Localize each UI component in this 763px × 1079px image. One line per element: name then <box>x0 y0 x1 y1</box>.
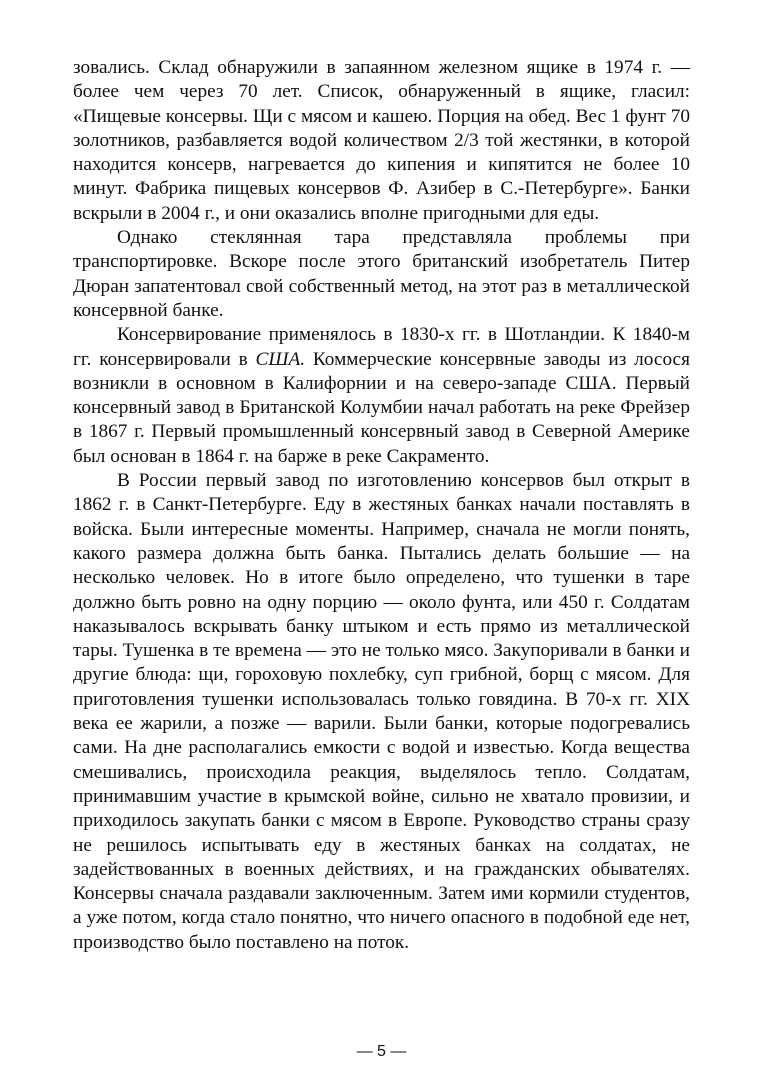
page-body <box>73 56 690 955</box>
paragraph-2: Однако стеклянная тара представляла проблемы при транспортировке. Вскоре после этого британский изобретатель Питер Дюран запатентовал свой собственный метод, на этот раз в металлической консервной банке. <box>73 227 690 321</box>
usa-emphasis: США. <box>255 348 306 370</box>
paragraph-3-part-1: Консервирование применялось в 1830-х гг. в Шотландии. К 1840-м гг. консервировали в <box>73 324 690 370</box>
paragraph-4: В России первый завод по изготовлению консервов был открыт в 1862 г. в Санкт-Петербурге. Еду в жестяных банках начали поставлять в войска. Были интересные моменты. Например, сначала не могли понять, какого размера должна быть банка. Пытались делать большие — на несколько человек. Но в итоге было определено, что тушенки в таре должно быть ровно на одну порцию — около фунта, или 450 г. Солдатам наказывалось вскрывать банку штыком и есть прямо из металлической тары. Тушенка в те времена — это не только мясо. Закупоривали в банки и другие блюда: щи, гороховую похлебку, суп грибной, борщ с мясом. Для приготовления тушенки использовалась только говядина. В 70-х гг. XIX века ее жарили, а позже — варили. Были банки, которые подогревались сами. На дне располагались емкости с водой и известью. Когда вещества смешивались, происходила реакция, выделялось тепло. Солдатам, принимавшим участие в крымской войне, сильно не хватало провизии, и приходилось закупать банки с мясом в Европе. Руководство страны сразу не решилось испытывать еду в жестяных банках на солдатах, не задействованных в военных действиях, и на гражданских обывателях. Консервы сначала раздавали заключенным. Затем ими кормили студентов, а уже потом, когда стало понятно, что ничего опасного в подобной еде нет, производство было поставлено на поток. <box>73 470 690 953</box>
paragraph-1: зовались. Склад обнаружили в запаянном железном ящике в 1974 г. — более чем через 70 лет. Список, обнаруженный в ящике, гласил: «Пищевые консервы. Щи с мясом и кашею. Порция на обед. Вес 1 фунт 70 золотников, разбавляется водой количеством 2/3 той жестянки, в которой находится консерв, нагревается до кипения и кипятится не более 10 минут. Фабрика пищевых консервов Ф. Азибер в С.-Петербурге». Банки вскрыли в 2004 г., и они оказались вполне пригодными для еды. <box>73 57 690 224</box>
paragraph-3-part-2: Коммерческие консервные заводы из лосося возникли в основном в Калифорнии и на северо-западе США. Первый консервный завод в Британской Колумбии начал работать на реке Фрейзер в 1867 г. Первый промышленный консервный завод в Северной Америке был основан в 1864 г. на барже в реке Сакраменто. <box>73 348 690 467</box>
paragraph-3 <box>73 323 690 469</box>
page-number: — 5 — <box>356 1043 407 1060</box>
